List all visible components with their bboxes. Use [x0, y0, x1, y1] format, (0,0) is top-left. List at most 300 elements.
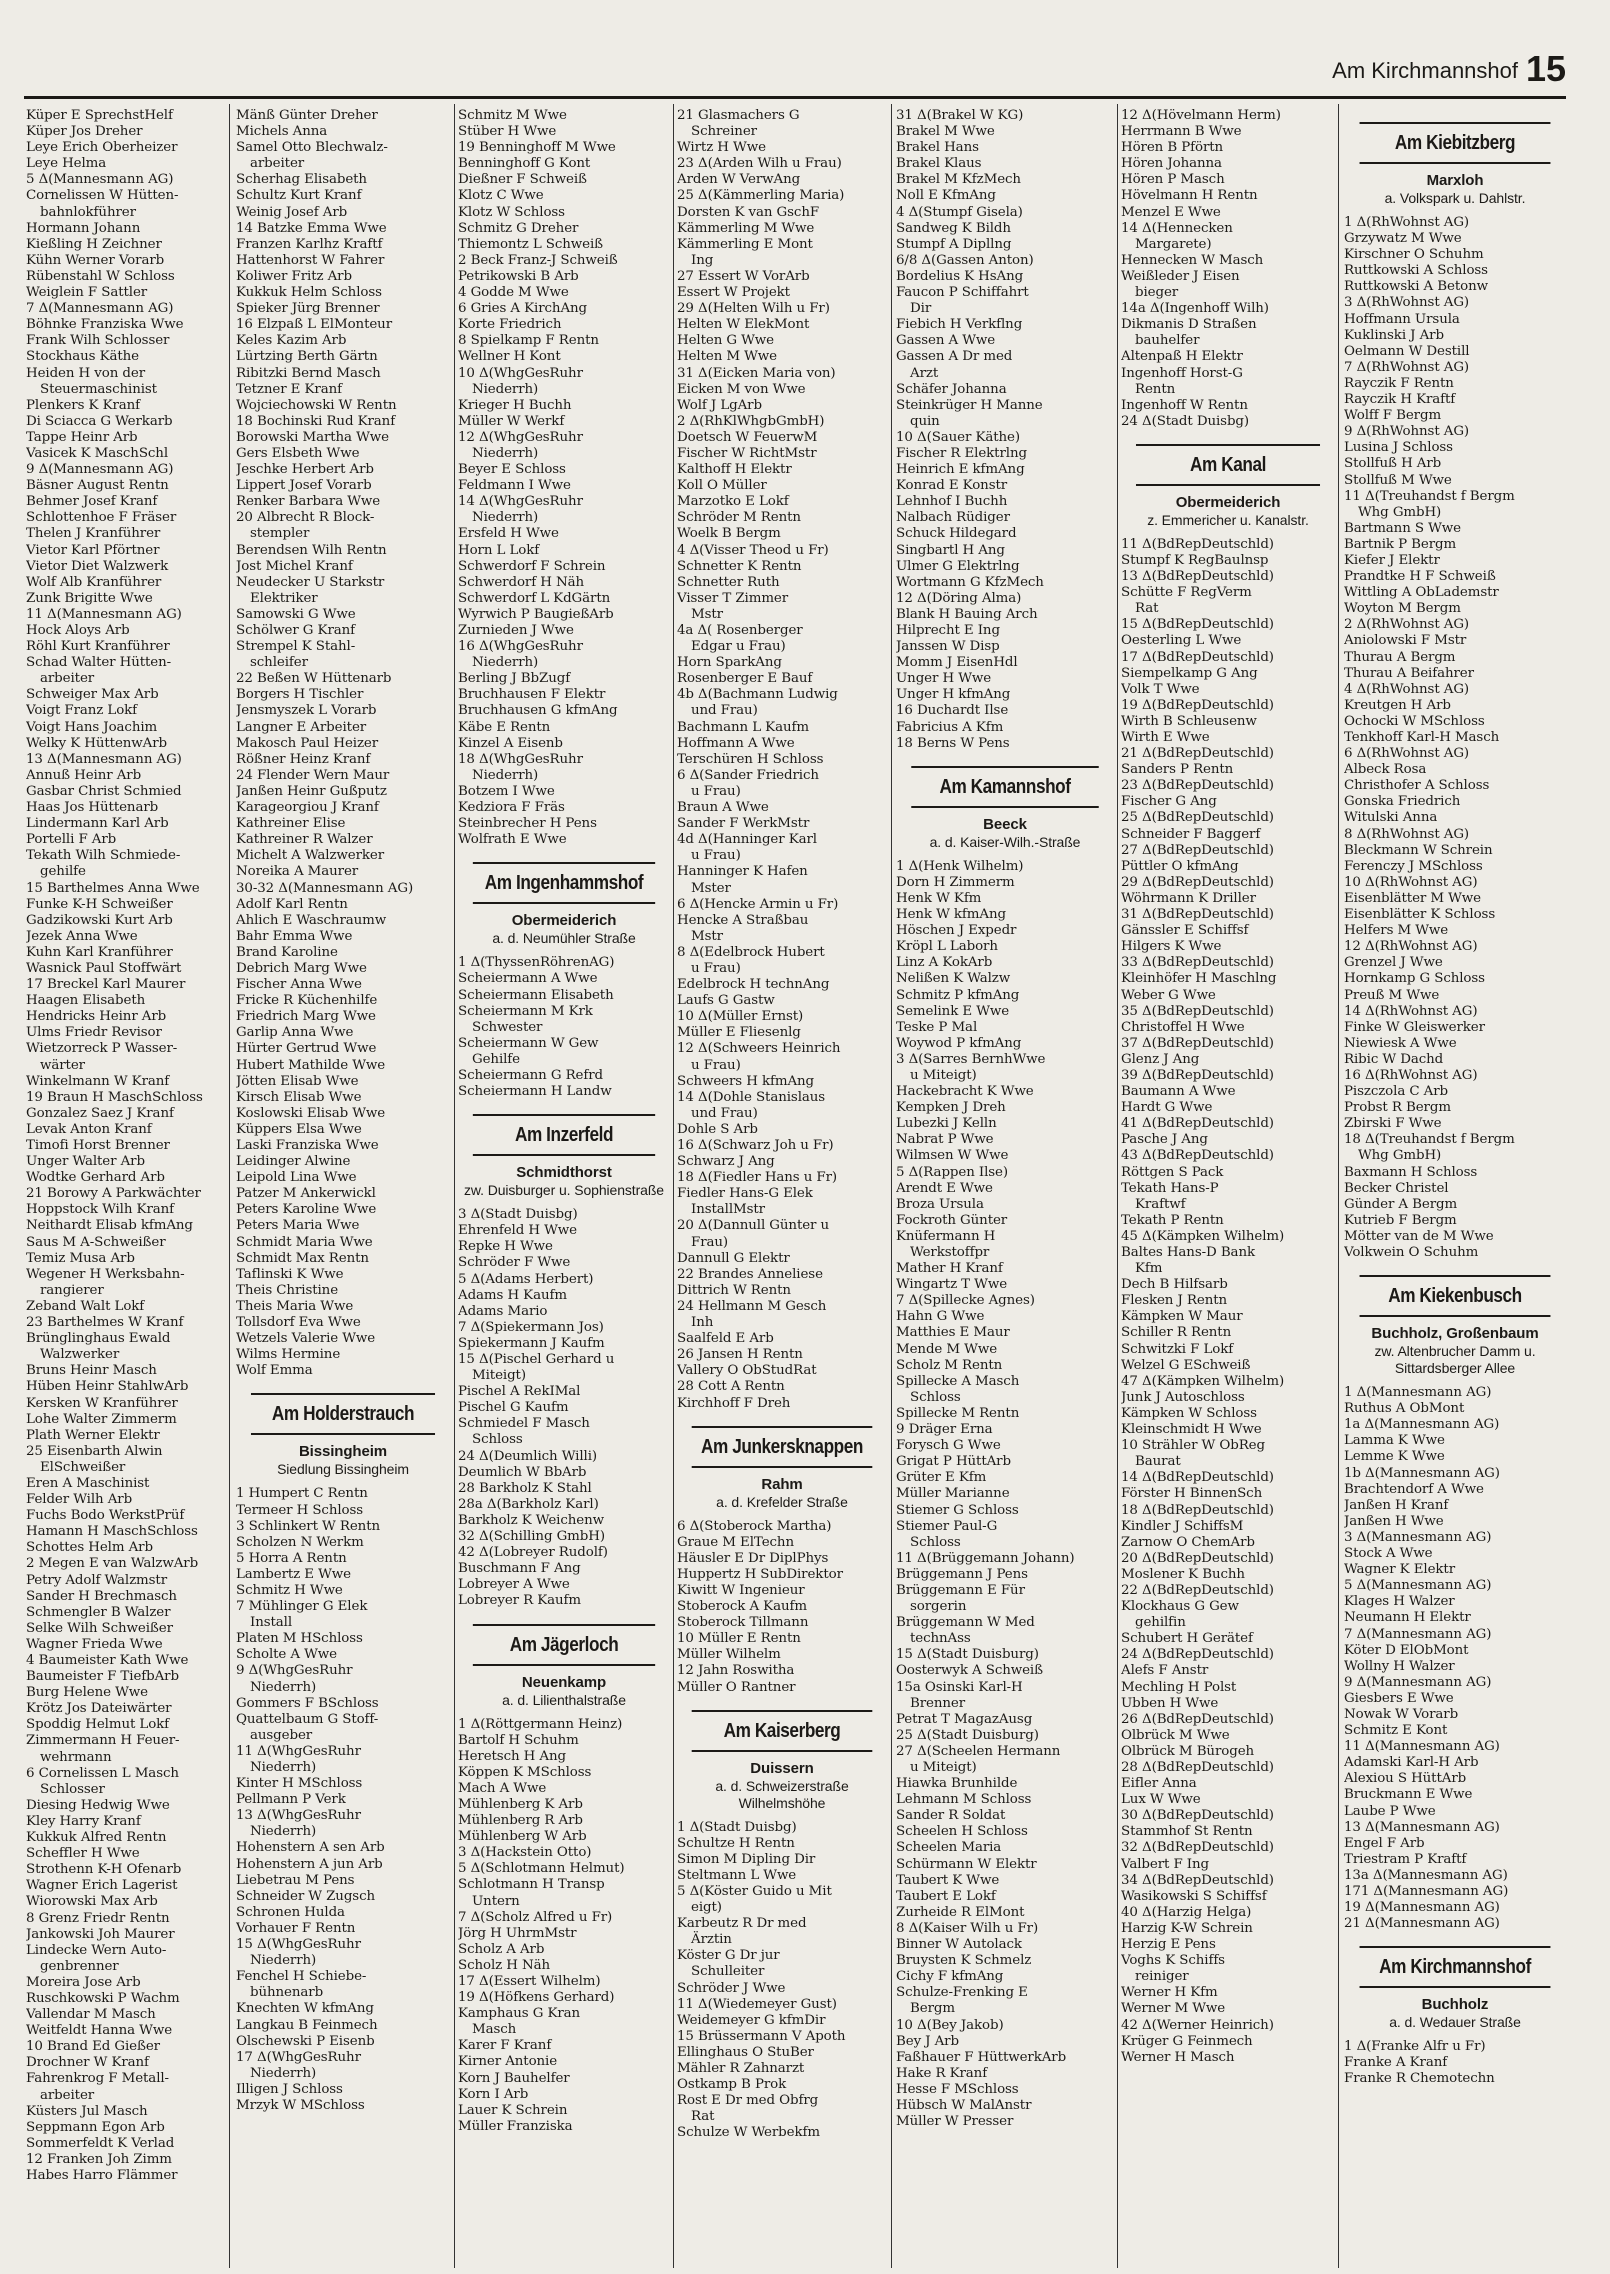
- directory-entry: Alexiou S HüttArb: [1344, 1771, 1467, 1787]
- directory-entry: 9 Dräger Erna: [896, 1422, 993, 1438]
- directory-entry: Wolf J LgArb: [677, 397, 762, 413]
- directory-entry: Oesterling L Wwe: [1121, 633, 1242, 649]
- directory-entry: Adams Mario: [458, 1303, 548, 1319]
- directory-entry: Strothenn K-H Ofenarb: [26, 1862, 182, 1878]
- street-location: zw. Duisburger u. Sophienstraße: [463, 1182, 664, 1199]
- directory-entry: Wasnick Paul Stoffwärt: [26, 960, 182, 976]
- directory-entry: Jezek Anna Wwe: [26, 928, 138, 944]
- street-location: Siedlung Bissingheim: [277, 1461, 409, 1478]
- directory-entry: Samel Otto Blechwalz-: [236, 140, 388, 156]
- directory-entry: Klotz W Schloss: [458, 204, 565, 220]
- directory-entry: Helten M Wwe: [677, 349, 777, 365]
- directory-entry: Adolf Karl Rentn: [236, 896, 348, 912]
- directory-entry: Scholz A Arb: [458, 1941, 545, 1957]
- directory-entry: Niederrh): [472, 445, 539, 461]
- directory-entry: Steinkrüger H Manne: [896, 397, 1043, 413]
- page-number: 15: [1525, 48, 1566, 89]
- directory-entry: Brüggemann J Pens: [896, 1566, 1028, 1582]
- directory-entry: Langkau B Feinmech: [236, 2017, 378, 2033]
- street-heading: Am Inzerfeld: [473, 1114, 655, 1156]
- directory-entry: Scholz M Rentn: [896, 1357, 1003, 1373]
- directory-entry: Niederrh): [250, 1953, 317, 1969]
- directory-entry: 2 Megen E van WalzwArb: [26, 1556, 199, 1572]
- directory-entry: Herrmann B Wwe: [1121, 124, 1242, 140]
- directory-entry: Schmitz H Wwe: [236, 1582, 343, 1598]
- directory-entry: Whg GmbH): [1358, 504, 1442, 520]
- district-name: Marxloh: [1426, 172, 1484, 189]
- directory-entry: 10 Brand Ed Gießer: [26, 2039, 160, 2055]
- directory-entry: 9 Δ(Mannesmann AG): [26, 462, 174, 478]
- directory-entry: Inh: [691, 1315, 714, 1331]
- directory-entry: Lobreyer A Wwe: [458, 1577, 570, 1593]
- directory-entry: Tappe Heinr Arb: [26, 429, 138, 445]
- directory-entry: Kreutgen H Arb: [1344, 697, 1451, 713]
- directory-entry: Kleinhöfer H Maschlng: [1121, 971, 1277, 987]
- directory-entry: Lubezki J Kelln: [896, 1116, 997, 1132]
- directory-entry: Lohe Walter Zimmerm: [26, 1411, 177, 1427]
- directory-entry: 19 Braun H MaschSchloss: [26, 1089, 203, 1105]
- directory-entry: 7 Δ(Spillecke Agnes): [896, 1293, 1035, 1309]
- directory-entry: Hennecken W Masch: [1121, 252, 1264, 268]
- directory-entry: Koll O Müller: [677, 478, 767, 494]
- directory-entry: Hüben Heinr StahlwArb: [26, 1379, 189, 1395]
- directory-entry: Schäfer Johanna: [896, 381, 1007, 397]
- directory-entry: 24 Flender Wern Maur: [236, 767, 390, 783]
- directory-entry: Wietzorreck P Wasser-: [26, 1041, 178, 1057]
- directory-entry: Platen M HSchloss: [236, 1631, 363, 1647]
- directory-entry: Termeer H Schloss: [236, 1502, 364, 1518]
- directory-entry: Burg Helene Wwe: [26, 1685, 148, 1701]
- directory-entry: Weidemeyer G kfmDir: [677, 2012, 826, 2028]
- directory-entry: Vallendar M Masch: [26, 2007, 156, 2023]
- directory-entry: Niederrh): [250, 2065, 317, 2081]
- directory-entry: 31 Δ(Brakel W KG): [896, 108, 1024, 123]
- directory-entry: 13 Δ(Mannesmann AG): [26, 751, 182, 767]
- directory-entry: Hanninger K Hafen: [677, 864, 808, 880]
- directory-entry: Fiebich H Verkflng: [896, 317, 1023, 333]
- directory-entry: Ärztin: [691, 1932, 732, 1948]
- directory-entry: Stiemer Paul-G: [896, 1518, 998, 1534]
- directory-entry: 14 Δ(BdRepDeutschld): [1121, 1470, 1274, 1486]
- directory-entry: Janssen W Disp: [896, 639, 1000, 655]
- directory-entry: 19 Δ(BdRepDeutschld): [1121, 697, 1274, 713]
- directory-entry: Selke Wilh Schweißer: [26, 1620, 173, 1636]
- directory-entry: Dorn H Zimmerm: [896, 874, 1015, 890]
- directory-entry: 5 Horra A Rentn: [236, 1550, 347, 1566]
- directory-entry: 9 Δ(Mannesmann AG): [1344, 1674, 1492, 1690]
- directory-entry: Strempel K Stahl-: [236, 639, 356, 655]
- directory-entry: 7 Δ(RhWohnst AG): [1344, 359, 1470, 375]
- directory-entry: Fiedler Hans-G Elek: [677, 1186, 813, 1202]
- directory-entry: Wolf Emma: [236, 1363, 313, 1379]
- street-location: a. d. Lilienthalstraße: [502, 1691, 626, 1708]
- directory-entry: Stollfuß M Wwe: [1344, 472, 1452, 488]
- directory-entry: 3 Δ(RhWohnst AG): [1344, 295, 1470, 311]
- directory-entry: Hornkamp G Schloss: [1344, 971, 1485, 987]
- directory-entry: Dannull G Elektr: [677, 1250, 790, 1266]
- directory-entry: Miteigt): [472, 1368, 526, 1384]
- directory-entry: Aniolowski F Mstr: [1344, 633, 1467, 649]
- directory-entry: Gadzikowski Kurt Arb: [26, 912, 173, 928]
- directory-entry: Niederrh): [250, 1824, 317, 1840]
- directory-entry: 7 Δ(Scholz Alfred u Fr): [458, 1909, 613, 1925]
- directory-entry: 4a Δ( Rosenberger: [677, 623, 803, 638]
- directory-entry: Wollny H Walzer: [1344, 1658, 1455, 1674]
- directory-entry: Janßen Heinr Gußputz: [236, 783, 387, 799]
- directory-entry: Neithardt Elisab kfmAng: [26, 1218, 193, 1234]
- directory-entry: Zimmermann H Feuer-: [26, 1733, 180, 1749]
- directory-entry: 37 Δ(BdRepDeutschld): [1121, 1035, 1274, 1051]
- directory-entry: 7 Δ(Spiekermann Jos): [458, 1319, 604, 1335]
- directory-entry: 21 Borowy A Parkwächter: [26, 1186, 201, 1202]
- directory-entry: Wojciechowski W Rentn: [236, 397, 397, 413]
- directory-entry: 41 Δ(BdRepDeutschld): [1121, 1116, 1274, 1132]
- directory-entry: 3 Δ(Sarres BernhWwe: [896, 1051, 1046, 1067]
- directory-entry: Mach A Wwe: [458, 1780, 547, 1796]
- directory-entry: 6 Cornelissen L Masch: [26, 1765, 179, 1781]
- directory-entry: Nalbach Rüdiger: [896, 510, 1010, 526]
- directory-entry: 4d Δ(Hanninger Karl: [677, 832, 817, 848]
- directory-entry: Schneider W Zugsch: [236, 1888, 375, 1904]
- directory-entry: stempler: [250, 526, 310, 542]
- directory-entry: Walzwerker: [40, 1347, 120, 1363]
- directory-entry: Schubert H Gerätef: [1121, 1631, 1253, 1647]
- directory-entry: 4b Δ(Bachmann Ludwig: [677, 687, 838, 703]
- directory-entry: 1 Δ(Röttgermann Heinz): [458, 1716, 623, 1732]
- directory-entry: Schmidt Max Rentn: [236, 1250, 369, 1266]
- directory-entry: Schultze H Rentn: [677, 1835, 795, 1851]
- directory-entry: Fischer W RichtMstr: [677, 445, 817, 461]
- directory-entry: Kirner Antonie: [458, 2054, 558, 2070]
- directory-entry: 14 Δ(RhWohnst AG): [1344, 1003, 1478, 1019]
- directory-entry: Kraftwf: [1135, 1196, 1186, 1212]
- header-rule: [24, 96, 1566, 99]
- directory-entry: Schlottenhoe F Fräser: [26, 510, 177, 526]
- directory-entry: 29 Δ(Helten Wilh u Fr): [677, 301, 830, 317]
- directory-entry: Botzem I Wwe: [458, 783, 555, 799]
- directory-entry: Mühlenberg K Arb: [458, 1796, 583, 1812]
- directory-entry: Samowski G Wwe: [236, 606, 356, 622]
- directory-entry: Schlosser: [40, 1781, 105, 1797]
- directory-entry: Krötz Jos Dateiwärter: [26, 1701, 172, 1717]
- directory-entry: Bruns Heinr Masch: [26, 1363, 157, 1379]
- directory-entry: Arden W VerwAng: [677, 172, 801, 188]
- directory-entry: Welky K HüttenwArb: [26, 735, 167, 751]
- directory-entry: Marzotko E Lokf: [677, 494, 789, 510]
- directory-entry: Piszczola C Arb: [1344, 1084, 1449, 1100]
- directory-entry: Jeschke Herbert Arb: [236, 462, 374, 478]
- street-location: a. d. Neumühler Straße: [492, 930, 636, 947]
- directory-entry: Petry Adolf Walzmstr: [26, 1572, 168, 1588]
- directory-entry: Doetsch W FeuerwM: [677, 429, 818, 445]
- directory-entry: Diesing Hedwig Wwe: [26, 1797, 170, 1813]
- directory-entry: Kirschner O Schuhm: [1344, 247, 1484, 263]
- directory-entry: Bartnik P Bergm: [1344, 536, 1457, 552]
- column-divider: [673, 104, 674, 2268]
- directory-entry: Kutrieb F Bergm: [1344, 1212, 1457, 1228]
- directory-entry: Sander R Soldat: [896, 1808, 1006, 1824]
- district-name: Obermeiderich: [1175, 493, 1281, 511]
- directory-entry: Visser T Zimmer: [677, 590, 789, 606]
- directory-entry: 23 Δ(BdRepDeutschld): [1121, 778, 1274, 794]
- directory-entry: Herzig E Pens: [1121, 1937, 1216, 1953]
- directory-entry: Valbert F Ing: [1121, 1856, 1209, 1872]
- directory-entry: Ing: [691, 252, 714, 268]
- district-name: Rahm: [761, 1475, 803, 1493]
- directory-entry: u Frau): [691, 848, 741, 864]
- directory-entry: Ostkamp B Prok: [677, 2077, 787, 2093]
- directory-entry: Werkstoffpr: [910, 1245, 990, 1260]
- directory-entry: 2 Δ(RhKlWhgbGmbH): [677, 413, 825, 429]
- directory-entry: Taubert K Wwe: [896, 1872, 1000, 1888]
- directory-entry: Thiemontz L Schweiß: [458, 236, 603, 252]
- directory-entry: Taubert E Lokf: [896, 1888, 996, 1904]
- directory-entry: Volk T Wwe: [1121, 681, 1200, 697]
- directory-entry: Thurau A Bergm: [1344, 649, 1456, 665]
- directory-entry: bahnlokführer: [40, 204, 136, 220]
- directory-entry: Püttler O kfmAng: [1121, 858, 1239, 874]
- directory-entry: Fabricius A Kfm: [896, 719, 1004, 735]
- directory-entry: Sanders P Rentn: [1121, 762, 1234, 778]
- directory-entry: Ochocki W MSchloss: [1344, 713, 1485, 729]
- directory-entry: Makosch Paul Heizer: [236, 735, 379, 751]
- directory-entry: Kämpken W Maur: [1121, 1309, 1243, 1325]
- directory-entry: Grzywatz M Wwe: [1344, 231, 1462, 247]
- directory-entry: Kempken J Dreh: [896, 1100, 1006, 1116]
- directory-entry: Korn I Arb: [458, 2086, 529, 2102]
- directory-entry: 15 Δ(Stadt Duisburg): [896, 1647, 1039, 1663]
- directory-entry: Dikmanis D Straßen: [1121, 317, 1257, 333]
- directory-entry: Konrad E Konstr: [896, 478, 1008, 494]
- directory-entry: Gommers F BSchloss: [236, 1695, 379, 1711]
- directory-entry: Schuck Hildegard: [896, 526, 1017, 542]
- directory-entry: Moslener K Buchh: [1121, 1566, 1245, 1582]
- directory-entry: Wetzels Valerie Wwe: [236, 1331, 376, 1347]
- directory-entry: Werner M Wwe: [1121, 2001, 1226, 2017]
- directory-entry: Bachmann L Kaufm: [677, 719, 809, 735]
- directory-entry: Franzen Karlhz Kraftf: [236, 236, 383, 252]
- directory-entry: Saalfeld E Arb: [677, 1331, 774, 1347]
- directory-entry: Giesbers E Wwe: [1344, 1690, 1454, 1706]
- directory-entry: Portelli F Arb: [26, 832, 117, 848]
- directory-entry: Scheiermann H Landw: [458, 1084, 612, 1100]
- directory-entry: Wagner K Elektr: [1344, 1562, 1455, 1578]
- directory-entry: 10 Strähler W ObReg: [1121, 1438, 1265, 1454]
- directory-entry: Kirchhoff F Dreh: [677, 1395, 791, 1411]
- directory-entry: Lauer K Schrein: [458, 2102, 568, 2118]
- directory-entry: Kuhn Karl Kranführer: [26, 944, 173, 960]
- directory-entry: Wortmann G KfzMech: [896, 574, 1044, 590]
- directory-entry: Schwerdorf F Schrein: [458, 558, 606, 574]
- directory-entry: Schütte F RegVerm: [1121, 585, 1252, 601]
- directory-entry: Lux W Wwe: [1121, 1792, 1201, 1808]
- directory-entry: Lehnhof I Buchh: [896, 494, 1008, 510]
- directory-entry: Leidinger Alwine: [236, 1154, 351, 1170]
- directory-entry: Ellinghaus O StuBer: [677, 2044, 814, 2060]
- directory-entry: Jötten Elisab Wwe: [236, 1073, 359, 1089]
- directory-entry: Niederrh): [472, 767, 539, 783]
- directory-entry: Baumeister F TiefbArb: [26, 1669, 179, 1685]
- directory-entry: Dohle S Arb: [677, 1121, 758, 1137]
- directory-entry: 5 Δ(Adams Herbert): [458, 1271, 594, 1287]
- directory-entry: Schneider F Baggerf: [1121, 826, 1261, 842]
- directory-entry: Schmitz G Dreher: [458, 220, 579, 236]
- directory-entry: Engel F Arb: [1344, 1835, 1425, 1851]
- directory-entry: 4 Baumeister Kath Wwe: [26, 1653, 189, 1668]
- directory-entry: Garlip Anna Wwe: [236, 1025, 354, 1041]
- directory-entry: Kiwitt W Ingenieur: [677, 1582, 805, 1598]
- directory-entry: Wolfrath E Wwe: [458, 832, 567, 848]
- directory-entry: Habes Harro Flämmer: [26, 2168, 178, 2183]
- directory-entry: Wodtke Gerhard Arb: [26, 1170, 165, 1186]
- directory-entry: Heiden H von der: [26, 365, 146, 381]
- directory-entry: Franke A Kranf: [1344, 2055, 1448, 2071]
- directory-entry: Arzt: [910, 365, 939, 381]
- directory-entry: Horn SparkAng: [677, 655, 782, 671]
- directory-entry: Singbartl H Ang: [896, 542, 1005, 558]
- directory-entry: Schröder F Wwe: [458, 1255, 571, 1271]
- column-3: [458, 108, 670, 2268]
- directory-entry: Karageorgiou J Kranf: [236, 800, 379, 816]
- directory-entry: Bey J Arb: [896, 2033, 959, 2049]
- directory-entry: Plath Werner Elektr: [26, 1427, 160, 1443]
- directory-entry: Graue M ElTechn: [677, 1534, 794, 1550]
- directory-entry: 28a Δ(Barkholz Karl): [458, 1496, 599, 1512]
- directory-entry: Borowski Martha Wwe: [236, 429, 389, 445]
- directory-entry: 15 Δ(Pischel Gerhard u: [458, 1352, 615, 1367]
- directory-entry: Frau): [691, 1234, 729, 1250]
- directory-entry: Scheiermann A Wwe: [458, 971, 598, 987]
- directory-entry: Koliwer Fritz Arb: [236, 268, 352, 284]
- directory-entry: Hohenstern A jun Arb: [236, 1856, 383, 1872]
- directory-entry: 20 Δ(BdRepDeutschld): [1121, 1550, 1274, 1566]
- directory-entry: Küper Jos Dreher: [26, 124, 143, 140]
- directory-entry: 11 Δ(Brüggemann Johann): [896, 1550, 1075, 1566]
- directory-entry: Bäsner August Rentn: [26, 478, 169, 494]
- directory-entry: Rayczik H Kraftf: [1344, 392, 1456, 408]
- directory-entry: Jörg H UhrmMstr: [458, 1925, 577, 1941]
- directory-entry: 17 Breckel Karl Maurer: [26, 977, 186, 993]
- directory-entry: Zurheide R ElMont: [896, 1904, 1025, 1920]
- directory-entry: Sandweg K Bildh: [896, 220, 1011, 236]
- directory-entry: Albeck Rosa: [1344, 762, 1427, 778]
- directory-entry: Mende M Wwe: [896, 1341, 998, 1357]
- directory-entry: Wöhrmann K Driller: [1121, 890, 1256, 906]
- directory-entry: 6 Δ(RhWohnst AG): [1344, 746, 1470, 762]
- directory-entry: 12 Jahn Roswitha: [677, 1663, 795, 1679]
- directory-entry: Bordelius K HsAng: [896, 268, 1024, 284]
- directory-entry: Müller O Rantner: [677, 1679, 796, 1695]
- directory-entry: 5 Δ(Rappen Ilse): [896, 1164, 1008, 1180]
- directory-entry: Krieger H Buchh: [458, 397, 572, 413]
- directory-entry: Wirth E Wwe: [1121, 730, 1210, 745]
- district-name: Beeck: [983, 815, 1027, 833]
- directory-entry: Lambertz E Wwe: [236, 1566, 351, 1582]
- directory-entry: Weißleder J Eisen: [1121, 268, 1240, 284]
- directory-entry: 6 Gries A KirchAng: [458, 301, 588, 317]
- directory-entry: Broza Ursula: [896, 1196, 984, 1212]
- directory-entry: 22 Beßen W Hüttenarb: [236, 671, 392, 687]
- column-5: [896, 108, 1114, 2268]
- directory-entry: Kedziora F Fräs: [458, 800, 565, 816]
- directory-entry: Rayczik F Rentn: [1344, 375, 1454, 391]
- directory-entry: 11 Δ(WhgGesRuhr: [236, 1743, 361, 1759]
- directory-entry: Mather H Kranf: [896, 1261, 1003, 1277]
- directory-entry: Hencke A Straßbau: [677, 912, 809, 928]
- directory-entry: Mstr: [691, 606, 723, 622]
- directory-entry: Prandtke H F Schweiß: [1344, 569, 1496, 585]
- directory-entry: 17 Δ(WhgGesRuhr: [236, 2049, 361, 2065]
- directory-entry: Voigt Hans Joachim: [26, 719, 158, 735]
- directory-entry: Bartmann S Wwe: [1344, 520, 1461, 536]
- directory-entry: Hahn G Wwe: [896, 1309, 985, 1325]
- directory-entry: Küppers Elsa Wwe: [236, 1121, 362, 1137]
- directory-entry: Barkholz K Weichenw: [458, 1512, 604, 1528]
- directory-entry: Brakel Hans: [896, 140, 979, 156]
- directory-entry: technAss: [910, 1631, 971, 1647]
- directory-entry: arbeiter: [40, 2087, 95, 2103]
- directory-entry: Braun A Wwe: [677, 800, 769, 816]
- directory-entry: 24 Δ(BdRepDeutschld): [1121, 1647, 1274, 1663]
- directory-entry: Karer F Kranf: [458, 2038, 552, 2054]
- directory-entry: 31 Δ(BdRepDeutschld): [1121, 907, 1274, 923]
- directory-entry: Zurnieden J Wwe: [458, 623, 574, 638]
- directory-entry: Moreira Jose Arb: [26, 1974, 141, 1990]
- directory-entry: 15 Barthelmes Anna Wwe: [26, 880, 200, 896]
- directory-entry: Schmitz P kfmAng: [896, 987, 1020, 1003]
- directory-entry: Scholz H Näh: [458, 1957, 551, 1973]
- directory-entry: Korn J Bauhelfer: [458, 2070, 570, 2086]
- directory-entry: Siempelkamp G Ang: [1121, 665, 1258, 681]
- directory-entry: gehilfe: [40, 864, 86, 880]
- directory-entry: Keles Kazim Arb: [236, 333, 347, 349]
- directory-entry: 13 Δ(WhgGesRuhr: [236, 1808, 361, 1824]
- directory-entry: Hoppstock Wilh Kranf: [26, 1202, 175, 1218]
- directory-entry: Kirsch Elisab Wwe: [236, 1089, 362, 1105]
- directory-entry: Müller E Fliesenlg: [677, 1025, 801, 1041]
- directory-entry: Küsters Jul Masch: [26, 2103, 148, 2119]
- directory-entry: Zarnow O ChemArb: [1121, 1534, 1255, 1550]
- directory-entry: 3 Δ(Stadt Duisbg): [458, 1207, 578, 1223]
- directory-entry: Stockhaus Käthe: [26, 349, 140, 365]
- directory-entry: Borgers H Tischler: [236, 687, 364, 703]
- directory-entry: Brakel M KfzMech: [896, 172, 1021, 188]
- directory-entry: 17 Δ(Essert Wilhelm): [458, 1974, 601, 1989]
- directory-entry: Förster H BinnenSch: [1121, 1486, 1263, 1502]
- directory-entry: Gassen A Dr med: [896, 349, 1013, 365]
- directory-entry: 5 Δ(Köster Guido u Mit: [677, 1884, 832, 1899]
- directory-entry: Rost E Dr med Obfrg: [677, 2093, 819, 2109]
- directory-entry: Hilgers K Wwe: [1121, 939, 1222, 955]
- directory-entry: Rosenberger E Bauf: [677, 671, 813, 687]
- directory-entry: u Miteigt): [910, 1760, 977, 1775]
- street-heading: Am Ingenhammshof: [473, 862, 655, 904]
- directory-entry: Renker Barbara Wwe: [236, 494, 381, 510]
- directory-entry: u Frau): [691, 960, 741, 976]
- directory-entry: Woywod P kfmAng: [896, 1035, 1022, 1051]
- directory-entry: Arendt E Wwe: [896, 1180, 993, 1196]
- directory-entry: 43 Δ(BdRepDeutschld): [1121, 1148, 1274, 1164]
- directory-entry: 17 Δ(BdRepDeutschld): [1121, 649, 1274, 665]
- directory-entry: Seppmann Egon Arb: [26, 2119, 165, 2135]
- directory-entry: Brand Karoline: [236, 944, 338, 960]
- directory-entry: Helten W ElekMont: [677, 317, 810, 333]
- directory-entry: Ingenhoff W Rentn: [1121, 397, 1248, 413]
- directory-entry: Tollsdorf Eva Wwe: [236, 1315, 361, 1331]
- directory-entry: Korte Friedrich: [458, 317, 562, 333]
- directory-entry: ausgeber: [250, 1727, 313, 1743]
- directory-entry: Schröder M Rentn: [677, 510, 801, 526]
